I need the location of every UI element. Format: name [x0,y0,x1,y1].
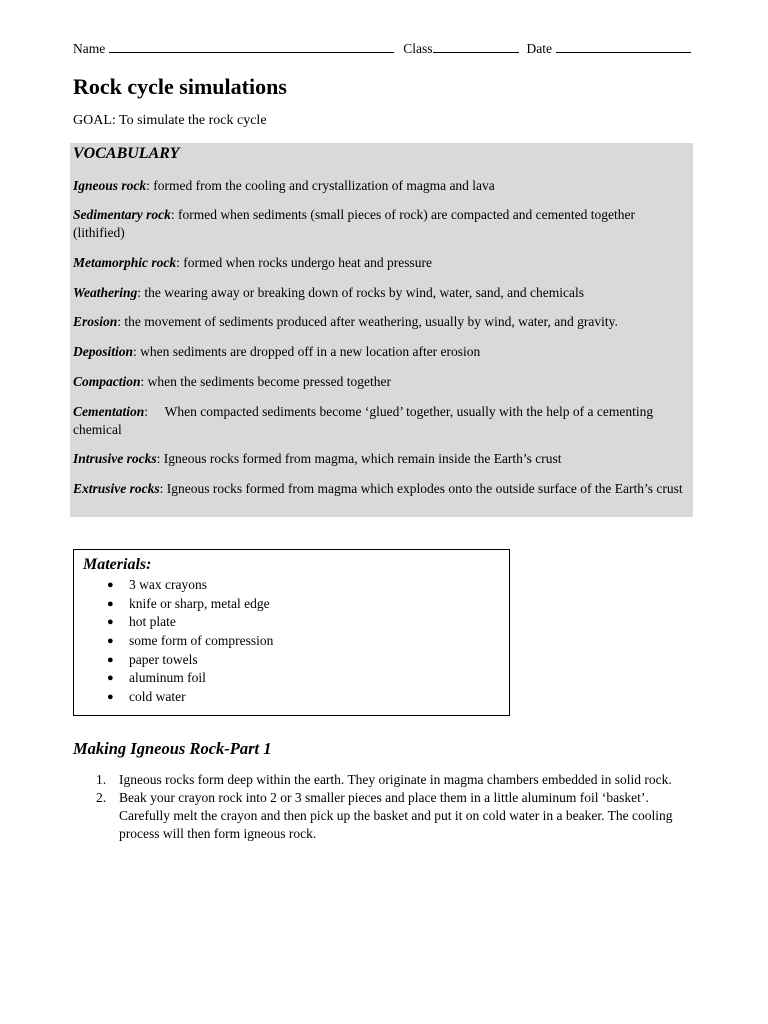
bullet-icon: ● [107,672,114,685]
vocab-term [73,343,685,361]
list-item [74,576,273,595]
vocab-term [73,206,685,242]
class-blank [433,40,519,53]
vocab-term [73,177,685,195]
material-label: cold water [129,689,186,705]
vocab-term [73,480,685,498]
material-label: hot plate [129,614,176,630]
term-definition: formed when rocks undergo heat and pressure [183,255,432,270]
date-blank [556,40,691,53]
term-word: Compaction [73,374,141,389]
bullet-icon: ● [107,579,114,591]
bullet-icon: ● [107,653,114,666]
term-separator: : [137,285,145,300]
term-definition: the movement of sediments produced after weathering, usually by wind, water, and gravity. [124,314,618,329]
step-number: 1. [96,772,107,787]
term-word: Deposition [73,344,134,359]
term-word: Weathering [73,285,138,300]
term-separator: : [117,314,125,329]
term-separator: : [140,374,148,389]
name-label: Name [73,41,106,56]
bullet-icon: ● [107,691,114,704]
list-item [74,632,273,651]
header-fields [73,40,693,57]
term-word: Sedimentary rock [73,207,171,222]
materials-list [74,576,273,707]
term-definition: Igneous rocks formed from magma, which remain inside the Earth’s crust [163,451,562,466]
vocabulary-heading: VOCABULARY [73,145,180,162]
term-separator: : [146,178,154,193]
material-label: 3 wax crayons [129,577,207,592]
term-definition: the wearing away or breaking down of rocks by wind, water, sand, and chemicals [144,285,584,300]
list-item [74,595,273,614]
list-item [73,771,673,789]
section-heading: Making Igneous Rock-Part 1 [73,739,272,758]
vocab-term [73,403,685,439]
materials-box [73,549,510,716]
step-text: Igneous rocks form deep within the earth. They originate in magma chambers embedded in solid rock. [119,772,672,787]
material-label: some form of compression [129,633,274,649]
material-label: aluminum foil [129,670,206,686]
term-definition: formed from the cooling and crystallization of magma and lava [153,178,495,193]
vocab-term [73,284,685,302]
vocab-term [73,254,685,272]
class-label: Class [403,41,433,56]
term-word: Erosion [73,314,118,329]
material-label: paper towels [129,651,198,667]
bullet-icon: ● [107,635,114,648]
bullet-icon: ● [107,616,114,629]
bullet-icon: ● [107,597,114,610]
date-label: Date [526,41,552,56]
step-number: 2. [96,790,107,805]
term-definition: When compacted sediments become ‘glued’ together, usually with the help of a cementing chemical [73,404,657,437]
vocab-term [73,450,685,468]
term-separator: : [133,344,141,359]
term-word: Cementation [73,404,145,419]
list-item [74,651,273,670]
term-separator: : [159,481,167,496]
list-item [74,669,273,688]
vocab-term [73,373,685,391]
term-definition: Igneous rocks formed from magma which explodes onto the outside surface of the Earth’s crust [166,481,683,496]
term-word: Extrusive rocks [73,481,160,496]
goal-text: GOAL: To simulate the rock cycle [73,113,267,128]
term-separator: : [176,255,184,270]
list-item [73,789,673,843]
term-definition: formed when sediments (small pieces of rock) are compacted and cemented together (lithified) [73,207,635,240]
term-separator: : [156,451,164,466]
steps-list [73,771,673,843]
list-item [74,613,273,632]
vocabulary-box [70,143,693,517]
term-definition: when sediments are dropped off in a new location after erosion [140,344,481,359]
step-text: Beak your crayon rock into 2 or 3 smaller pieces and place them in a little aluminum foil ‘basket’. Carefully melt the crayon and then pick up the basket and put it on cold water in a beaker. The cooling process will then form igneous rock. [119,790,673,841]
page-title: Rock cycle simulations [73,74,287,99]
term-separator: : [144,404,165,419]
materials-heading: Materials: [83,556,152,573]
name-blank [109,40,394,53]
term-word: Intrusive rocks [73,451,157,466]
list-item [74,688,273,707]
material-label: knife or sharp, metal edge [129,595,270,611]
term-definition: when the sediments become pressed together [147,374,391,389]
vocab-term [73,313,685,331]
term-separator: : [170,207,179,222]
term-word: Igneous rock [73,178,147,193]
term-word: Metamorphic rock [73,255,177,270]
